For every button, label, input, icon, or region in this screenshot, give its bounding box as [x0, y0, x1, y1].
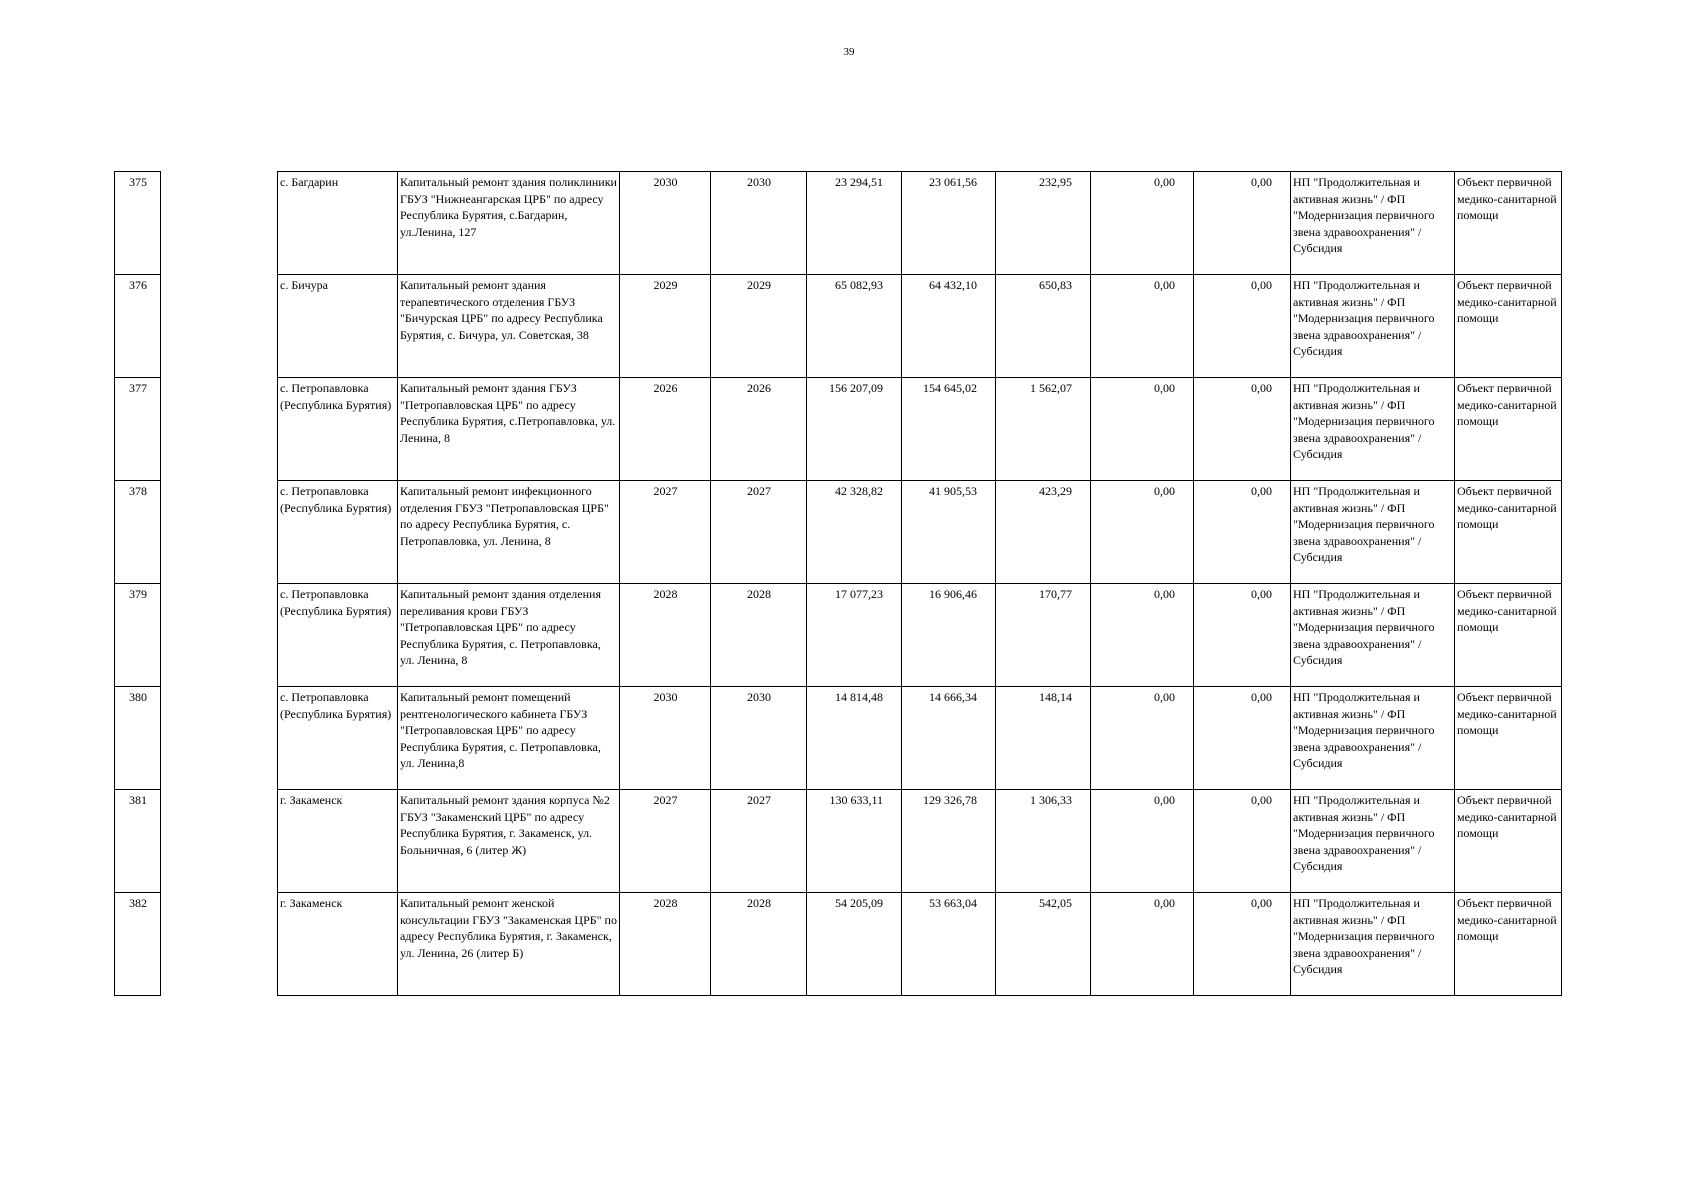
object-type-cell: Объект первичной медико-санитарной помощи — [1455, 275, 1562, 378]
federal-amount-cell: 14 666,34 — [902, 687, 996, 790]
year-start-cell: 2028 — [620, 584, 711, 687]
local-amount-cell: 0,00 — [1091, 584, 1194, 687]
blank-column — [161, 172, 278, 275]
program-cell: НП "Продолжительная и активная жизнь" / ФП "Модернизация первичного звена здравоохранения" / Субсидия — [1291, 378, 1455, 481]
regional-amount-cell: 170,77 — [996, 584, 1091, 687]
total-amount-cell: 42 328,82 — [807, 481, 902, 584]
row-number: 380 — [115, 687, 161, 790]
description-cell: Капитальный ремонт здания отделения переливания крови ГБУЗ "Петропавловская ЦРБ" по адресу Республика Бурятия, с. Петропавловка, ул. Ленина, 8 — [398, 584, 620, 687]
object-type-cell: Объект первичной медико-санитарной помощи — [1455, 172, 1562, 275]
blank-column — [161, 687, 278, 790]
year-start-cell: 2028 — [620, 893, 711, 996]
federal-amount-cell: 16 906,46 — [902, 584, 996, 687]
total-amount-cell: 17 077,23 — [807, 584, 902, 687]
table-row — [115, 687, 1562, 790]
locality-cell: с. Петропавловка (Республика Бурятия) — [278, 378, 398, 481]
table-row — [115, 893, 1562, 996]
total-amount-cell: 156 207,09 — [807, 378, 902, 481]
locality-cell: с. Петропавловка (Республика Бурятия) — [278, 584, 398, 687]
federal-amount-cell: 53 663,04 — [902, 893, 996, 996]
blank-column — [161, 481, 278, 584]
federal-amount-cell: 41 905,53 — [902, 481, 996, 584]
locality-cell: с. Бичура — [278, 275, 398, 378]
blank-column — [161, 790, 278, 893]
regional-amount-cell: 423,29 — [996, 481, 1091, 584]
program-cell: НП "Продолжительная и активная жизнь" / ФП "Модернизация первичного звена здравоохранения" / Субсидия — [1291, 275, 1455, 378]
local-amount-cell: 0,00 — [1091, 893, 1194, 996]
other-amount-cell: 0,00 — [1194, 275, 1291, 378]
description-cell: Капитальный ремонт помещений рентгенологического кабинета ГБУЗ "Петропавловская ЦРБ" по адресу Республика Бурятия, с. Петропавловка, ул. Ленина,8 — [398, 687, 620, 790]
year-start-cell: 2026 — [620, 378, 711, 481]
object-type-cell: Объект первичной медико-санитарной помощи — [1455, 687, 1562, 790]
regional-amount-cell: 1 306,33 — [996, 790, 1091, 893]
local-amount-cell: 0,00 — [1091, 790, 1194, 893]
description-cell: Капитальный ремонт женской консультации ГБУЗ "Закаменская ЦРБ" по адресу Республика Бурятия, г. Закаменск, ул. Ленина, 26 (литер Б) — [398, 893, 620, 996]
program-cell: НП "Продолжительная и активная жизнь" / ФП "Модернизация первичного звена здравоохранения" / Субсидия — [1291, 790, 1455, 893]
blank-column — [161, 893, 278, 996]
program-cell: НП "Продолжительная и активная жизнь" / ФП "Модернизация первичного звена здравоохранения" / Субсидия — [1291, 481, 1455, 584]
locality-cell: с. Петропавловка (Республика Бурятия) — [278, 481, 398, 584]
object-type-cell: Объект первичной медико-санитарной помощи — [1455, 378, 1562, 481]
table-row — [115, 584, 1562, 687]
year-start-cell: 2029 — [620, 275, 711, 378]
row-number: 382 — [115, 893, 161, 996]
other-amount-cell: 0,00 — [1194, 687, 1291, 790]
row-number: 377 — [115, 378, 161, 481]
row-number: 379 — [115, 584, 161, 687]
locality-cell: г. Закаменск — [278, 790, 398, 893]
table-row — [115, 378, 1562, 481]
year-end-cell: 2030 — [711, 172, 807, 275]
federal-amount-cell: 129 326,78 — [902, 790, 996, 893]
construction-table — [114, 171, 1562, 996]
year-end-cell: 2028 — [711, 893, 807, 996]
local-amount-cell: 0,00 — [1091, 172, 1194, 275]
object-type-cell: Объект первичной медико-санитарной помощи — [1455, 790, 1562, 893]
description-cell: Капитальный ремонт инфекционного отделения ГБУЗ "Петропавловская ЦРБ" по адресу Республика Бурятия, с. Петропавловка, ул. Ленина, 8 — [398, 481, 620, 584]
program-cell: НП "Продолжительная и активная жизнь" / ФП "Модернизация первичного звена здравоохранения" / Субсидия — [1291, 687, 1455, 790]
local-amount-cell: 0,00 — [1091, 275, 1194, 378]
locality-cell: с. Багдарин — [278, 172, 398, 275]
object-type-cell: Объект первичной медико-санитарной помощи — [1455, 584, 1562, 687]
row-number: 381 — [115, 790, 161, 893]
row-number: 376 — [115, 275, 161, 378]
year-end-cell: 2027 — [711, 790, 807, 893]
blank-column — [161, 584, 278, 687]
year-start-cell: 2027 — [620, 481, 711, 584]
table-row — [115, 172, 1562, 275]
other-amount-cell: 0,00 — [1194, 584, 1291, 687]
description-cell: Капитальный ремонт здания поликлиники ГБУЗ "Нижнеангарская ЦРБ" по адресу Республика Бурятия, с.Багдарин, ул.Ленина, 127 — [398, 172, 620, 275]
year-end-cell: 2030 — [711, 687, 807, 790]
program-cell: НП "Продолжительная и активная жизнь" / ФП "Модернизация первичного звена здравоохранения" / Субсидия — [1291, 584, 1455, 687]
year-end-cell: 2027 — [711, 481, 807, 584]
total-amount-cell: 65 082,93 — [807, 275, 902, 378]
local-amount-cell: 0,00 — [1091, 687, 1194, 790]
other-amount-cell: 0,00 — [1194, 378, 1291, 481]
local-amount-cell: 0,00 — [1091, 378, 1194, 481]
total-amount-cell: 14 814,48 — [807, 687, 902, 790]
locality-cell: с. Петропавловка (Республика Бурятия) — [278, 687, 398, 790]
other-amount-cell: 0,00 — [1194, 481, 1291, 584]
regional-amount-cell: 542,05 — [996, 893, 1091, 996]
year-end-cell: 2029 — [711, 275, 807, 378]
year-start-cell: 2027 — [620, 790, 711, 893]
total-amount-cell: 54 205,09 — [807, 893, 902, 996]
other-amount-cell: 0,00 — [1194, 790, 1291, 893]
year-start-cell: 2030 — [620, 687, 711, 790]
total-amount-cell: 130 633,11 — [807, 790, 902, 893]
other-amount-cell: 0,00 — [1194, 893, 1291, 996]
local-amount-cell: 0,00 — [1091, 481, 1194, 584]
federal-amount-cell: 154 645,02 — [902, 378, 996, 481]
federal-amount-cell: 64 432,10 — [902, 275, 996, 378]
description-cell: Капитальный ремонт здания корпуса №2 ГБУЗ "Закаменский ЦРБ" по адресу Республика Бурятия, г. Закаменск, ул. Больничная, 6 (литер Ж) — [398, 790, 620, 893]
regional-amount-cell: 232,95 — [996, 172, 1091, 275]
year-end-cell: 2026 — [711, 378, 807, 481]
blank-column — [161, 275, 278, 378]
row-number: 375 — [115, 172, 161, 275]
page-number: 39 — [843, 46, 855, 58]
blank-column — [161, 378, 278, 481]
year-end-cell: 2028 — [711, 584, 807, 687]
program-cell: НП "Продолжительная и активная жизнь" / ФП "Модернизация первичного звена здравоохранения" / Субсидия — [1291, 893, 1455, 996]
description-cell: Капитальный ремонт здания терапевтического отделения ГБУЗ "Бичурская ЦРБ" по адресу Республика Бурятия, с. Бичура, ул. Советская, 38 — [398, 275, 620, 378]
total-amount-cell: 23 294,51 — [807, 172, 902, 275]
row-number: 378 — [115, 481, 161, 584]
table-body — [115, 172, 1562, 996]
regional-amount-cell: 650,83 — [996, 275, 1091, 378]
year-start-cell: 2030 — [620, 172, 711, 275]
description-cell: Капитальный ремонт здания ГБУЗ "Петропавловская ЦРБ" по адресу Республика Бурятия, с.Петропавловка, ул. Ленина, 8 — [398, 378, 620, 481]
object-type-cell: Объект первичной медико-санитарной помощи — [1455, 893, 1562, 996]
table-row — [115, 275, 1562, 378]
regional-amount-cell: 148,14 — [996, 687, 1091, 790]
table-row — [115, 481, 1562, 584]
federal-amount-cell: 23 061,56 — [902, 172, 996, 275]
program-cell: НП "Продолжительная и активная жизнь" / ФП "Модернизация первичного звена здравоохранения" / Субсидия — [1291, 172, 1455, 275]
regional-amount-cell: 1 562,07 — [996, 378, 1091, 481]
other-amount-cell: 0,00 — [1194, 172, 1291, 275]
object-type-cell: Объект первичной медико-санитарной помощи — [1455, 481, 1562, 584]
table-row — [115, 790, 1562, 893]
locality-cell: г. Закаменск — [278, 893, 398, 996]
